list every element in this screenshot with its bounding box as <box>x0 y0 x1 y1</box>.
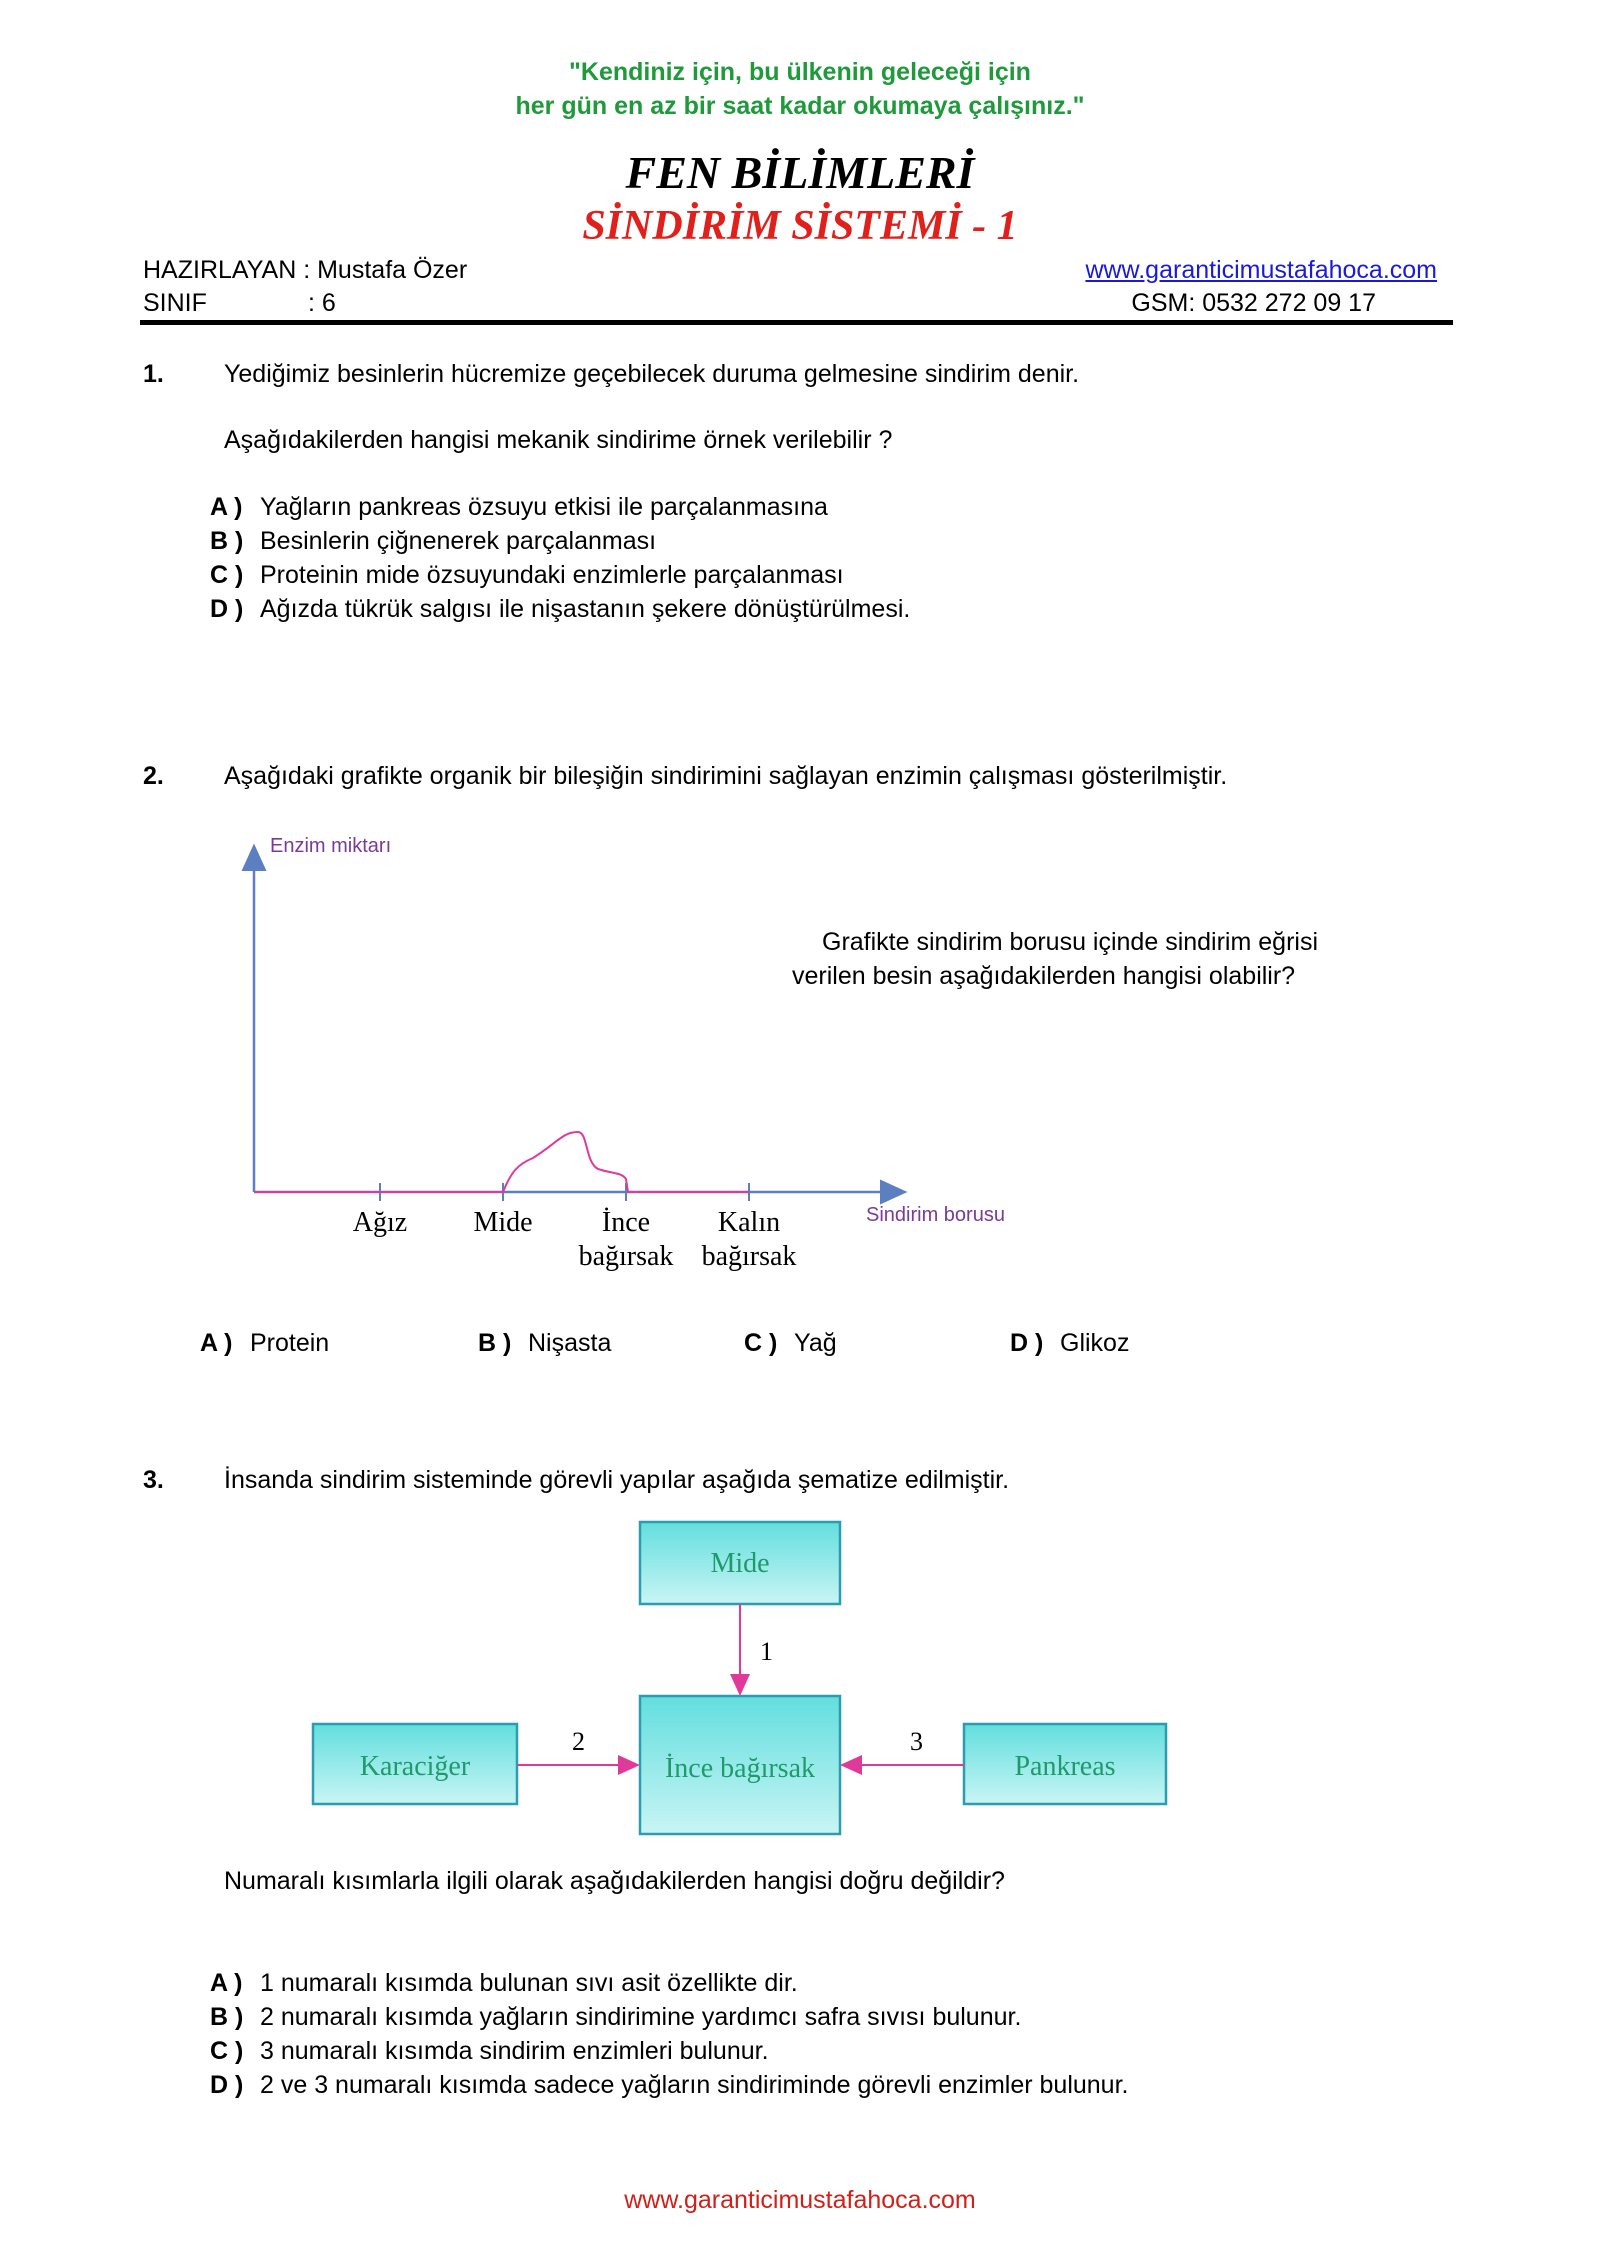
option-text: 1 numaralı kısımda bulunan sıvı asit özellikte dir. <box>260 1969 798 1997</box>
option-letter: A ) <box>210 1969 243 1997</box>
node-mide-label: Mide <box>710 1548 770 1579</box>
x-tick-label: İnce <box>601 1207 651 1238</box>
website-link[interactable]: www.garanticimustafahoca.com <box>1085 256 1437 284</box>
option-text: Yağların pankreas özsuyu etkisi ile parçalanmasına <box>260 493 828 521</box>
option-letter: D ) <box>210 2071 244 2099</box>
option-text: 2 numaralı kısımda yağların sindirimine yardımcı safra sıvısı bulunur. <box>260 2003 1022 2031</box>
option-text: 2 ve 3 numaralı kısımda sadece yağların sindiriminde görevli enzimler bulunur. <box>260 2071 1129 2099</box>
option-text: Glikoz <box>1060 1329 1130 1357</box>
q3-option-d[interactable] <box>210 2068 1128 2102</box>
q3-question: Numaralı kısımlarla ilgili olarak aşağıdakilerden hangisi doğru değildir? <box>224 1867 1005 1895</box>
x-tick-label: Ağız <box>352 1207 408 1238</box>
option-letter: C ) <box>744 1329 778 1357</box>
q3-option-a[interactable] <box>210 1966 1128 2000</box>
motto-line-2: her gün en az bir saat kadar okumaya çalışınız." <box>515 92 1085 120</box>
x-tick-label: bağırsak <box>701 1241 797 1272</box>
option-letter: C ) <box>210 2037 244 2065</box>
node-pankreas-label: Pankreas <box>1014 1751 1116 1782</box>
x-axis-label: Sindirim borusu <box>866 1204 1005 1226</box>
node-ince-label: İnce bağırsak <box>664 1753 816 1784</box>
option-text: Proteinin mide özsuyundaki enzimlerle parçalanması <box>260 561 844 589</box>
page-subtitle: SİNDİRİM SİSTEMİ - 1 <box>582 203 1018 249</box>
edge-3-label: 3 <box>910 1727 923 1756</box>
q2-option-a[interactable] <box>200 1326 329 1360</box>
prepared-by: HAZIRLAYAN : Mustafa Özer <box>143 256 468 284</box>
q2-option-c[interactable] <box>744 1326 837 1360</box>
option-text: Yağ <box>794 1329 837 1357</box>
motto-line-1: "Kendiniz için, bu ülkenin geleceği için <box>569 58 1031 86</box>
option-text: 3 numaralı kısımda sindirim enzimleri bulunur. <box>260 2037 769 2065</box>
q2-option-d[interactable] <box>1010 1326 1129 1360</box>
footer-website[interactable]: www.garanticimustafahoca.com <box>624 2186 976 2214</box>
x-tick-label: Kalın <box>717 1207 781 1238</box>
option-text: Ağızda tükrük salgısı ile nişastanın şekere dönüştürülmesi. <box>260 595 911 623</box>
option-letter: D ) <box>210 595 244 623</box>
q3-option-b[interactable] <box>210 2000 1128 2034</box>
edge-1-label: 1 <box>760 1637 773 1666</box>
edge-2-label: 2 <box>572 1727 585 1756</box>
digestive-diagram <box>0 1500 1600 1860</box>
option-text: Protein <box>250 1329 330 1357</box>
option-letter: B ) <box>210 527 244 555</box>
q2-option-b[interactable] <box>478 1326 611 1360</box>
option-text: Nişasta <box>528 1329 612 1357</box>
q3-number: 3. <box>143 1466 164 1494</box>
q1-stem: Yediğimiz besinlerin hücremize geçebilecek duruma gelmesine sindirim denir. <box>224 360 1080 388</box>
q3-options <box>210 1966 1128 2102</box>
option-text: Besinlerin çiğnenerek parçalanması <box>260 527 657 555</box>
q2-side-line-2: verilen besin aşağıdakilerden hangisi olabilir? <box>792 962 1296 990</box>
q1-question: Aşağıdakilerden hangisi mekanik sindirime örnek verilebilir ? <box>224 426 893 454</box>
option-letter: D ) <box>1010 1329 1044 1357</box>
x-tick-label: Mide <box>473 1207 533 1238</box>
phone-number: GSM: 0532 272 09 17 <box>1131 289 1376 317</box>
option-letter: C ) <box>210 561 244 589</box>
q2-side-line-1: Grafikte sindirim borusu içinde sindirim eğrisi <box>822 928 1318 956</box>
option-letter: B ) <box>478 1329 512 1357</box>
node-karaciger-label: Karaciğer <box>359 1751 471 1782</box>
q2-number: 2. <box>143 762 164 790</box>
option-letter: A ) <box>200 1329 233 1357</box>
q1-number: 1. <box>143 360 164 388</box>
q3-option-c[interactable] <box>210 2034 1128 2068</box>
q3-stem: İnsanda sindirim sisteminde görevli yapılar aşağıda şematize edilmiştir. <box>224 1466 1010 1494</box>
option-letter: B ) <box>210 2003 244 2031</box>
page-title: FEN BİLİMLERİ <box>625 147 975 198</box>
x-tick-label: bağırsak <box>578 1241 674 1272</box>
class-label: SINIF <box>143 289 207 317</box>
y-axis-label: Enzim miktarı <box>270 835 392 857</box>
q2-stem: Aşağıdaki grafikte organik bir bileşiğin sindirimini sağlayan enzimin çalışması gösterilmiştir. <box>224 762 1228 790</box>
class-value: : 6 <box>308 289 336 317</box>
option-letter: A ) <box>210 493 243 521</box>
